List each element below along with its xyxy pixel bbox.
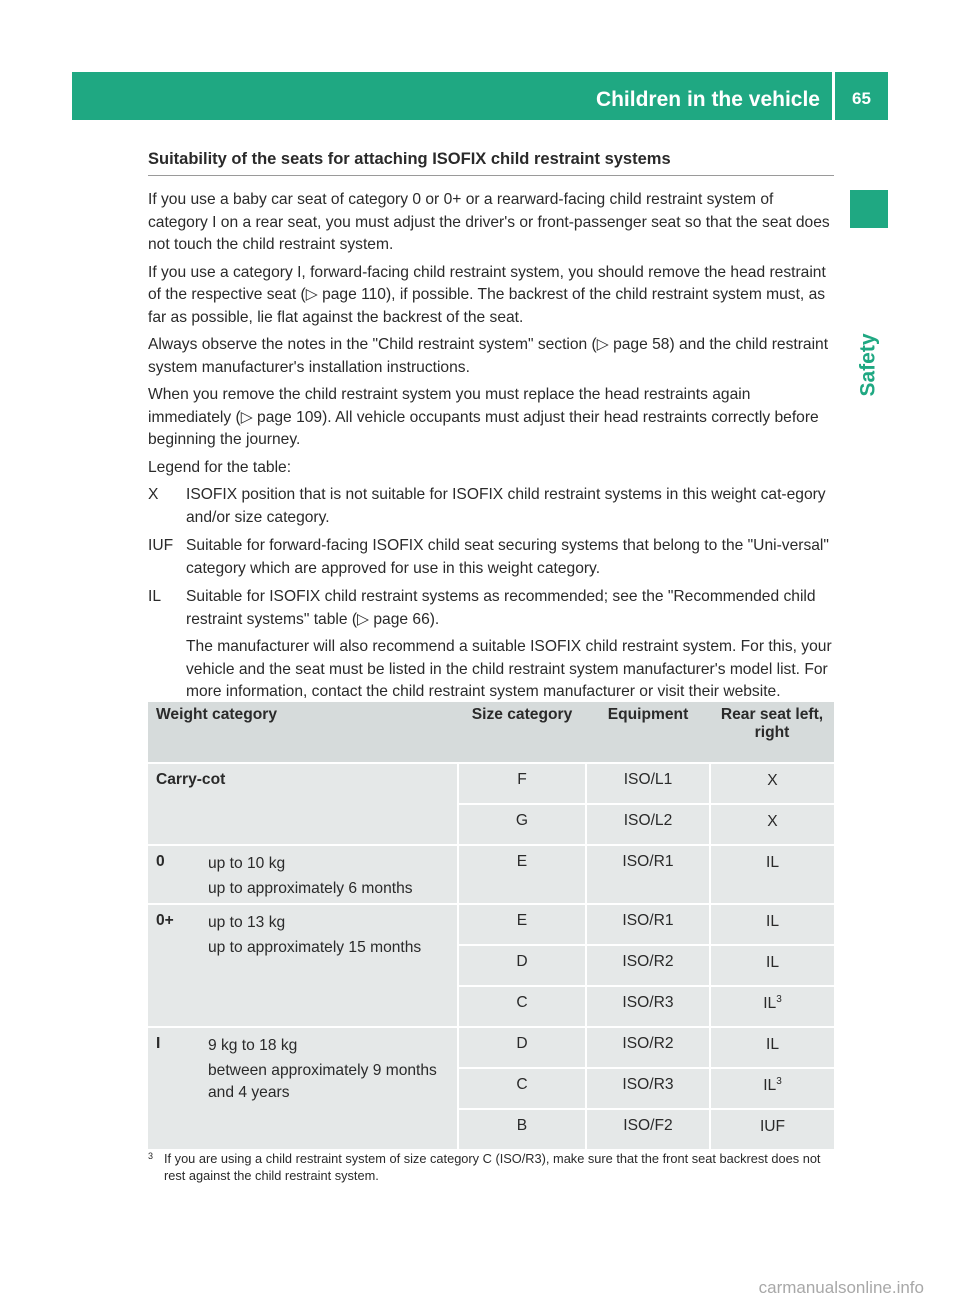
legend-description: Suitable for forward-facing ISOFIX child seat securing systems that belong to the "Uni-versal" category which are approved for use in this weight category. (186, 537, 829, 577)
size-category-cell: F (458, 763, 586, 804)
section-heading: Suitability of the seats for attaching ISOFIX child restraint systems (148, 150, 834, 176)
equipment-cell: ISO/R2 (586, 1027, 710, 1068)
equipment-cell: ISO/L2 (586, 804, 710, 845)
legend-description: Suitable for ISOFIX child restraint systems as recommended; see the "Recommended child restraint systems" table (▷ page 66). (186, 588, 816, 628)
column-header: Size category (458, 702, 586, 763)
weight-description-cell (202, 845, 458, 904)
weight-description-line: up to approximately 15 months (208, 939, 422, 956)
rear-seat-value: IL (763, 1077, 777, 1095)
weight-description-line: 9 kg to 18 kg (208, 1037, 298, 1054)
equipment-cell: ISO/R2 (586, 945, 710, 986)
legend-intro: Legend for the table: (148, 458, 292, 476)
weight-category-cell: 0 (148, 845, 202, 904)
rear-seat-value: IL (765, 913, 779, 931)
rear-seat-cell (710, 845, 834, 904)
page-number: 65 (852, 89, 871, 108)
equipment-cell: ISO/L1 (586, 763, 710, 804)
size-category-cell: D (458, 945, 586, 986)
size-category-cell: B (458, 1109, 586, 1150)
page-header (72, 72, 888, 120)
rear-seat-value: X (767, 772, 778, 790)
rear-seat-cell (710, 804, 834, 845)
size-category-cell: C (458, 1068, 586, 1109)
legend-list (148, 484, 834, 704)
table-row (148, 1027, 834, 1068)
footnote-text: If you are using a child restraint system of size category C (ISO/R3), make sure that the front seat backrest does not rest against the child restraint system. (164, 1151, 821, 1183)
weight-description-line: up to 10 kg (208, 855, 286, 872)
rear-seat-cell (710, 1027, 834, 1068)
legend-item (148, 586, 834, 704)
size-category-cell: E (458, 845, 586, 904)
legend-text (186, 535, 834, 580)
section-tab-marker (850, 190, 888, 228)
rear-seat-value: IL (765, 1036, 779, 1054)
size-category-cell: G (458, 804, 586, 845)
section-tab (849, 325, 889, 405)
rear-seat-value: IUF (759, 1118, 786, 1136)
weight-description-line: up to approximately 6 months (208, 880, 413, 897)
legend-key: X (148, 486, 159, 503)
section-tab-label: Safety (857, 333, 880, 397)
paragraph: If you use a category I, forward-facing child restraint system, you should remove the head restraint of the respective seat (▷ page 110), if possible. The backrest of the child restraint system must, as far as possible, lie flat against the backrest of the seat. (148, 263, 826, 326)
legend-item (148, 484, 834, 529)
rear-seat-value: IL (763, 995, 777, 1013)
weight-description-cell (202, 904, 458, 1027)
rear-seat-value: IL (765, 954, 779, 972)
weight-description-line: up to 13 kg (208, 914, 286, 931)
rear-seat-cell (710, 904, 834, 945)
table-row (148, 845, 834, 904)
equipment-cell: ISO/F2 (586, 1109, 710, 1150)
column-header: Weight category (148, 702, 458, 763)
weight-category-cell: 0+ (148, 904, 202, 1027)
legend-key: IL (148, 588, 162, 605)
rear-seat-value: IL (765, 854, 779, 872)
size-category-cell: E (458, 904, 586, 945)
legend-description: ISOFIX position that is not suitable for ISOFIX child restraint systems in this weight cat-egory and/or size category. (186, 486, 826, 526)
weight-category-cell: Carry-cot (148, 763, 458, 845)
column-header: Equipment (586, 702, 710, 763)
chapter-title: Children in the vehicle (595, 88, 820, 111)
table-row (148, 904, 834, 945)
table-header-row (148, 702, 834, 763)
table-body (148, 763, 834, 1150)
isofix-suitability-table (148, 702, 834, 1151)
paragraph: If you use a baby car seat of category 0 or 0+ or a rearward-facing child restraint system of category I on a rear seat, you must adjust the driver's or front-passenger seat so that the seat does not touch the child restraint system. (148, 191, 830, 253)
rear-seat-value: X (767, 813, 778, 831)
equipment-cell: ISO/R1 (586, 845, 710, 904)
rear-seat-cell (710, 986, 834, 1027)
rear-seat-cell (710, 945, 834, 986)
weight-category-cell: I (148, 1027, 202, 1150)
table-row (148, 763, 834, 804)
main-content (148, 150, 834, 710)
legend-text (186, 484, 834, 529)
legend-key: IUF (148, 537, 174, 554)
equipment-cell: ISO/R3 (586, 986, 710, 1027)
legend-text (186, 586, 834, 704)
paragraph: Always observe the notes in the "Child restraint system" section (▷ page 58) and the child restraint system manufacturer's installation instructions. (148, 336, 829, 376)
size-category-cell: D (458, 1027, 586, 1068)
equipment-cell: ISO/R1 (586, 904, 710, 945)
size-category-cell: C (458, 986, 586, 1027)
column-header: Rear seat left, right (710, 702, 834, 763)
watermark: carmanualsonline.info (758, 1278, 924, 1297)
footnote-reference: 3 (776, 1076, 782, 1087)
footnote-marker: 3 (148, 1151, 154, 1161)
weight-description-line: between approximately 9 months and 4 years (208, 1062, 437, 1101)
paragraph: When you remove the child restraint system you must replace the head restraints again immediately (▷ page 109). All vehicle occupants must adjust their head restraints correctly before beginning the journey. (148, 386, 819, 448)
equipment-cell: ISO/R3 (586, 1068, 710, 1109)
rear-seat-cell (710, 1109, 834, 1150)
rear-seat-cell (710, 763, 834, 804)
weight-description-cell (202, 1027, 458, 1150)
rear-seat-cell (710, 1068, 834, 1109)
footnote-reference: 3 (776, 994, 782, 1005)
footnote (148, 1150, 838, 1184)
legend-item (148, 535, 834, 580)
legend-description-extra: The manufacturer will also recommend a suitable ISOFIX child restraint system. For this, your vehicle and the seat must be listed in the child restraint system manufacturer's model list. For more information, contact the child restraint system manufacturer or visit their website. (186, 638, 832, 700)
